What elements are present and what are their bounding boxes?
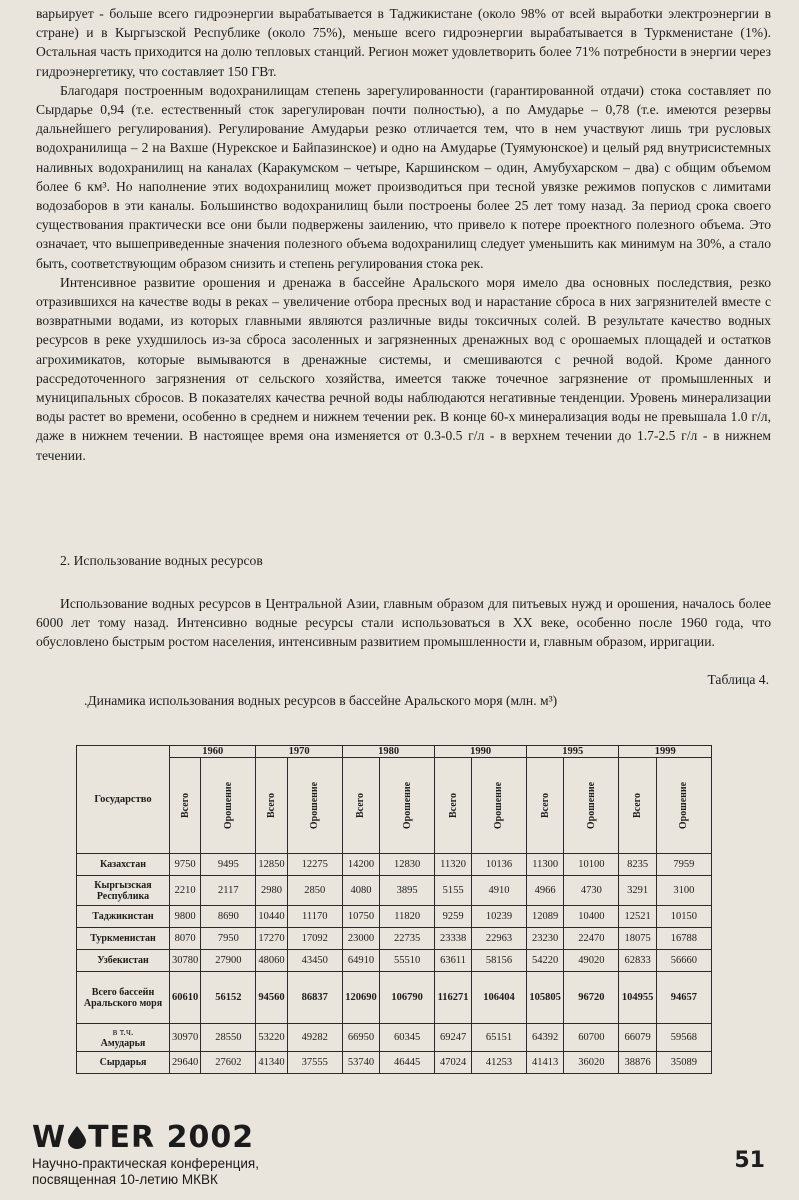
table-cell: 11820 — [380, 906, 435, 928]
table-cell: 22470 — [564, 928, 619, 950]
table-cell: 10750 — [342, 906, 379, 928]
table-cell: 64392 — [527, 1024, 564, 1052]
table-cell: 65151 — [471, 1024, 526, 1052]
table-cell: 47024 — [435, 1052, 472, 1074]
table-cell: 12275 — [287, 854, 342, 876]
table-cell: 60700 — [564, 1024, 619, 1052]
page-number: 51 — [734, 1148, 765, 1173]
table-cell: 16788 — [656, 928, 711, 950]
table-cell: 60610 — [170, 972, 201, 1024]
table-cell: 23000 — [342, 928, 379, 950]
table-cell: 23230 — [527, 928, 564, 950]
table-cell: 8070 — [170, 928, 201, 950]
table-header-subcolumns — [77, 758, 712, 854]
state-label: Казахстан — [99, 859, 147, 870]
year-header: 1980 — [342, 746, 434, 758]
table-cell: 28550 — [201, 1024, 256, 1052]
table-cell: 9259 — [435, 906, 472, 928]
paragraph-hydropower: варьирует - больше всего гидроэнергии вырабатывается в Таджикистане (около 98% от всей выработки электроэнергии в стране) и в Кыргызской Республике (около 75%), меньше всего гидроэнергии вырабатывается в Туркменистане (1%). Остальная часть приходится на долю тепловых станций. Регион может удовлетворить более 71% потребности в энергии через гидроэнергетику, что составляет 150 ГВт. — [36, 6, 771, 79]
table-cell: 66079 — [619, 1024, 656, 1052]
year-header: 1960 — [170, 746, 256, 758]
table-cell: 58156 — [471, 950, 526, 972]
state-name — [77, 876, 170, 906]
subheader-total: Всего — [527, 758, 564, 854]
subheader-irrigation: Орошение — [564, 758, 619, 854]
table-cell: 11170 — [287, 906, 342, 928]
table-cell: 29640 — [170, 1052, 201, 1074]
table-cell: 53740 — [342, 1052, 379, 1074]
table-cell: 11320 — [435, 854, 472, 876]
table-cell: 48060 — [256, 950, 287, 972]
state-label: Узбекистан — [97, 955, 149, 966]
state-label: Амударья — [100, 1037, 146, 1049]
section-heading: 2. Использование водных ресурсов — [60, 553, 263, 568]
table-cell: 27602 — [201, 1052, 256, 1074]
table-cell: 106404 — [471, 972, 526, 1024]
state-name — [77, 906, 170, 928]
table-row — [77, 854, 712, 876]
table-cell: 18075 — [619, 928, 656, 950]
table-cell: 8235 — [619, 854, 656, 876]
subheader-irrigation: Орошение — [380, 758, 435, 854]
table-cell: 53220 — [256, 1024, 287, 1052]
table-cell: 60345 — [380, 1024, 435, 1052]
table-cell: 17092 — [287, 928, 342, 950]
table-cell: 17270 — [256, 928, 287, 950]
table-cell: 4966 — [527, 876, 564, 906]
table-row — [77, 972, 712, 1024]
state-name — [77, 928, 170, 950]
table-cell: 55510 — [380, 950, 435, 972]
table-cell: 96720 — [564, 972, 619, 1024]
water-2002-logo: W TER 2002 — [32, 1120, 255, 1155]
state-label: Всего бассейн Аральского моря — [83, 986, 163, 1009]
table-body — [77, 854, 712, 1074]
table-cell: 10150 — [656, 906, 711, 928]
water-usage-table — [76, 745, 712, 1074]
table-cell: 27900 — [201, 950, 256, 972]
state-name — [77, 1024, 170, 1052]
table-cell: 41340 — [256, 1052, 287, 1074]
table-cell: 62833 — [619, 950, 656, 972]
state-name — [77, 1052, 170, 1074]
table-cell: 22735 — [380, 928, 435, 950]
table-cell: 30780 — [170, 950, 201, 972]
state-column-header: Государство — [77, 746, 170, 854]
paragraph-reservoirs: Благодаря построенным водохранилищам степень зарегулированности (гарантированной отдачи) стока составляет по Сырдарье 0,94 (т.е. естественный сток зарегулирован почти полностью), а по Амударье – 0,78 (т.е. имеются резервы дальнейшего регулирования). Регулирование Амударьи резко отличается тем, что в нем участвуют лишь три русловых водохранилища – 2 на Вахше (Нурекское и Байпазинское) и одно на Амударье (Туямуюнское) и целый ряд внутрисистемных наливных водохранилищ на каналах (Каракумском – четыре, Каршинском – один, Амубухарском – два) с общим объемом более 6 км³. Но наполнение этих водохранилищ может производиться при тесной увязке режимов попусков с лимитами водозаборов в эти каналы. Большинство водохранилищ были построены более 25 лет тому назад. За период срока своего существования практически все они были подвержены заилению, что привело к потере проектного полезного объема. Это означает, что вышеприведенные значения полезного объема водохранилищ следует уменьшить как минимум на 30%, а стало быть, соответствующим образом снизить и степень регулирования стока рек. — [36, 82, 771, 271]
table-cell: 3100 — [656, 876, 711, 906]
table-row — [77, 1024, 712, 1052]
table-cell: 36020 — [564, 1052, 619, 1074]
table-cell: 56660 — [656, 950, 711, 972]
year-header: 1995 — [527, 746, 619, 758]
table-row — [77, 906, 712, 928]
table-caption: .Динамика использования водных ресурсов в бассейне Аральского моря (млн. м³) — [84, 693, 558, 708]
table-cell: 7959 — [656, 854, 711, 876]
subheader-irrigation: Орошение — [287, 758, 342, 854]
table-cell: 3291 — [619, 876, 656, 906]
subheader-total: Всего — [435, 758, 472, 854]
table-row — [77, 928, 712, 950]
table-cell: 10239 — [471, 906, 526, 928]
table-cell: 120690 — [342, 972, 379, 1024]
body-text — [36, 4, 771, 465]
table-row — [77, 876, 712, 906]
table-cell: 23338 — [435, 928, 472, 950]
table-cell: 94657 — [656, 972, 711, 1024]
state-label: Кыргызская Республика — [94, 879, 152, 902]
table-cell: 69247 — [435, 1024, 472, 1052]
table-cell: 116271 — [435, 972, 472, 1024]
subheader-total: Всего — [170, 758, 201, 854]
row-prefix: в т.ч. — [112, 1026, 134, 1038]
table-row — [77, 1052, 712, 1074]
table-cell: 38876 — [619, 1052, 656, 1074]
table-cell: 106790 — [380, 972, 435, 1024]
table-cell: 86837 — [287, 972, 342, 1024]
table-cell: 41253 — [471, 1052, 526, 1074]
table-cell: 2117 — [201, 876, 256, 906]
table-cell: 4910 — [471, 876, 526, 906]
table-cell: 49020 — [564, 950, 619, 972]
table-cell: 10440 — [256, 906, 287, 928]
table-header-years — [77, 746, 712, 758]
water-drop-icon — [66, 1125, 88, 1149]
subheader-total: Всего — [342, 758, 379, 854]
table-cell: 35089 — [656, 1052, 711, 1074]
table-row — [77, 950, 712, 972]
table-cell: 8690 — [201, 906, 256, 928]
subheader-irrigation: Орошение — [656, 758, 711, 854]
table-cell: 12089 — [527, 906, 564, 928]
subheader-irrigation: Орошение — [201, 758, 256, 854]
table-cell: 37555 — [287, 1052, 342, 1074]
table-cell: 5155 — [435, 876, 472, 906]
table-cell: 59568 — [656, 1024, 711, 1052]
table-cell: 10100 — [564, 854, 619, 876]
conference-subtitle: посвященная 10-летию МКВК — [32, 1172, 218, 1187]
table-cell: 9495 — [201, 854, 256, 876]
table-cell: 12521 — [619, 906, 656, 928]
table-cell: 4080 — [342, 876, 379, 906]
subheader-total: Всего — [256, 758, 287, 854]
table-cell: 56152 — [201, 972, 256, 1024]
state-label: Туркменистан — [90, 933, 156, 944]
table-cell: 3895 — [380, 876, 435, 906]
table-cell: 9800 — [170, 906, 201, 928]
year-header: 1999 — [619, 746, 712, 758]
table-cell: 30970 — [170, 1024, 201, 1052]
table-cell: 49282 — [287, 1024, 342, 1052]
subheader-total: Всего — [619, 758, 656, 854]
table-cell: 22963 — [471, 928, 526, 950]
table-cell: 2980 — [256, 876, 287, 906]
table-cell: 66950 — [342, 1024, 379, 1052]
table-cell: 41413 — [527, 1052, 564, 1074]
conference-title: Научно-практическая конференция, — [32, 1156, 259, 1171]
table-cell: 105805 — [527, 972, 564, 1024]
table-cell: 12830 — [380, 854, 435, 876]
table-cell: 9750 — [170, 854, 201, 876]
year-header: 1990 — [435, 746, 527, 758]
table-cell: 54220 — [527, 950, 564, 972]
table-cell: 63611 — [435, 950, 472, 972]
table-cell: 14200 — [342, 854, 379, 876]
table-label: Таблица 4. — [707, 672, 769, 687]
table-cell: 46445 — [380, 1052, 435, 1074]
state-label: Сырдарья — [99, 1057, 147, 1068]
table-cell: 11300 — [527, 854, 564, 876]
state-name — [77, 950, 170, 972]
table-cell: 4730 — [564, 876, 619, 906]
table-cell: 64910 — [342, 950, 379, 972]
table-cell: 10400 — [564, 906, 619, 928]
table-cell: 12850 — [256, 854, 287, 876]
table-cell: 2850 — [287, 876, 342, 906]
table-cell: 10136 — [471, 854, 526, 876]
table-cell: 104955 — [619, 972, 656, 1024]
state-label: Таджикистан — [92, 911, 154, 922]
paragraph-water-quality: Интенсивное развитие орошения и дренажа в бассейне Аральского моря имело два основных последствия, резко отразившихся на качестве воды в реках – увеличение отбора пресных вод и нарастание сброса в них загрязнителей вместе с возвратными водами, из которых главными являются различные виды токсичных солей. В результате качество водных ресурсов в реке ухудшилось из-за сброса засоленных и загрязненных дренажных вод с орошаемых площадей и остатков агрохимикатов, которые вымываются в дренажные системы, и смешиваются с речной водой. Кроме данного рассредоточенного загрязнения от сельского хозяйства, имеется также точечное загрязнение от промышленных и муниципальных сбросов. В показателях качества речной воды наблюдаются негативные тенденции. Уровень минерализации воды растет во времени, особенно в среднем и нижнем течении рек. В конце 60-х минерализация воды не превышала 1.0 г/л, даже в нижнем течении. В настоящее время она изменяется от 0.3-0.5 г/л - в верхнем течении до 1.7-2.5 г/л - в нижнем течении. — [36, 274, 771, 463]
subheader-irrigation: Орошение — [471, 758, 526, 854]
table-cell: 43450 — [287, 950, 342, 972]
table-cell: 94560 — [256, 972, 287, 1024]
table-cell: 2210 — [170, 876, 201, 906]
state-name — [77, 972, 170, 1024]
state-name — [77, 854, 170, 876]
table-cell: 7950 — [201, 928, 256, 950]
year-header: 1970 — [256, 746, 342, 758]
paragraph-water-usage: Использование водных ресурсов в Центральной Азии, главным образом для питьевых нужд и орошения, началось более 6000 лет тому назад. Интенсивно водные ресурсы стали использоваться в XX веке, особенно после 1960 года, что обусловлено быстрым ростом населения, интенсивным развитием промышленности и, главным образом, ирригации. — [36, 596, 771, 650]
